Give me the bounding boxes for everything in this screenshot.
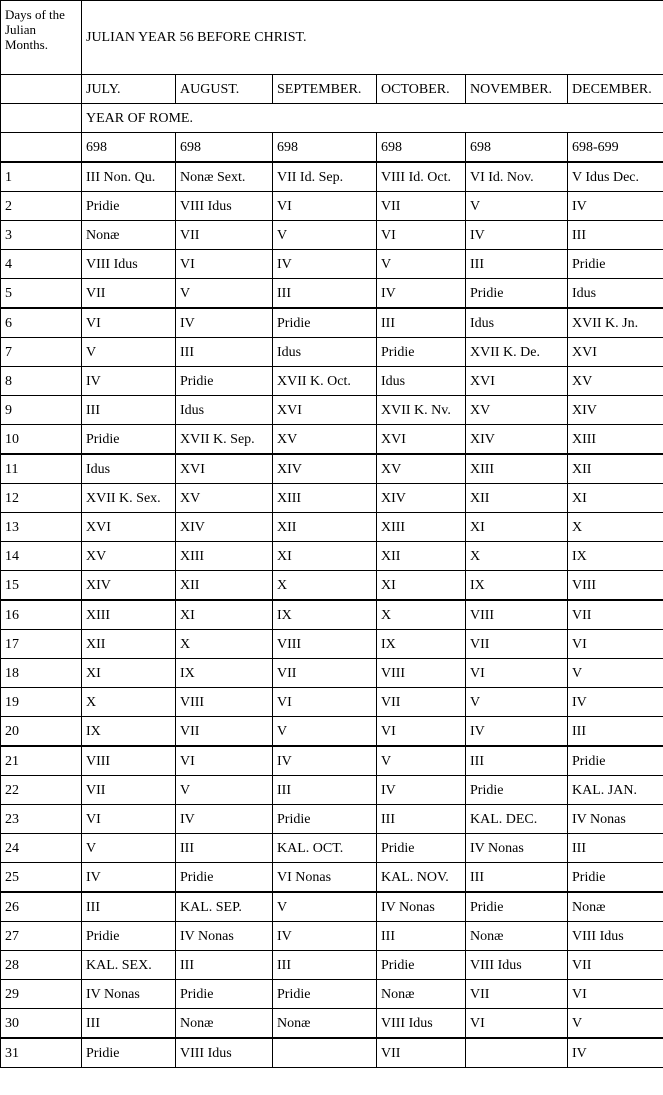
rome-label-blank	[1, 104, 82, 133]
cell-december: IV	[568, 1038, 663, 1068]
cell-december: V	[568, 659, 663, 688]
cell-october: IV Nonas	[377, 892, 466, 922]
cell-july: XI	[82, 659, 176, 688]
table-row	[1, 630, 663, 659]
cell-july: IV	[82, 863, 176, 893]
month-header-august: AUGUST.	[176, 75, 273, 104]
cell-july: Nonæ	[82, 221, 176, 250]
cell-september: Pridie	[273, 805, 377, 834]
cell-october: Pridie	[377, 834, 466, 863]
day-number: 1	[1, 162, 82, 192]
day-number: 14	[1, 542, 82, 571]
cell-july: IX	[82, 717, 176, 747]
cell-july: III	[82, 1009, 176, 1039]
cell-october: IV	[377, 279, 466, 309]
table-row	[1, 659, 663, 688]
day-number: 6	[1, 308, 82, 338]
cell-july: XIII	[82, 600, 176, 630]
cell-july: VIII Idus	[82, 250, 176, 279]
cell-august: VI	[176, 250, 273, 279]
cell-august: Nonæ Sext.	[176, 162, 273, 192]
cell-november: V	[466, 192, 568, 221]
table-row	[1, 600, 663, 630]
day-number: 25	[1, 863, 82, 893]
cell-november: VIII	[466, 600, 568, 630]
cell-november: Pridie	[466, 776, 568, 805]
cell-september: V	[273, 892, 377, 922]
cell-november: VI	[466, 659, 568, 688]
cell-august: XVI	[176, 454, 273, 484]
cell-november: KAL. DEC.	[466, 805, 568, 834]
cell-september: III	[273, 776, 377, 805]
day-number: 29	[1, 980, 82, 1009]
cell-october: XIV	[377, 484, 466, 513]
cell-september: Pridie	[273, 308, 377, 338]
cell-december: III	[568, 834, 663, 863]
cell-august: Pridie	[176, 367, 273, 396]
cell-november: VI Id. Nov.	[466, 162, 568, 192]
cell-november: VIII Idus	[466, 951, 568, 980]
cell-october: VIII Id. Oct.	[377, 162, 466, 192]
day-number: 19	[1, 688, 82, 717]
cell-november: V	[466, 688, 568, 717]
table-title: JULIAN YEAR 56 BEFORE CHRIST.	[82, 1, 663, 75]
cell-november: VII	[466, 630, 568, 659]
cell-november: IV Nonas	[466, 834, 568, 863]
cell-october: KAL. NOV.	[377, 863, 466, 893]
cell-september: VI Nonas	[273, 863, 377, 893]
cell-august: KAL. SEP.	[176, 892, 273, 922]
rome-years-blank	[1, 133, 82, 163]
day-number: 17	[1, 630, 82, 659]
month-header-november: NOVEMBER.	[466, 75, 568, 104]
cell-december: XVII K. Jn.	[568, 308, 663, 338]
cell-november: VI	[466, 1009, 568, 1039]
cell-october: IX	[377, 630, 466, 659]
cell-december: IV	[568, 192, 663, 221]
cell-july: X	[82, 688, 176, 717]
cell-august: VII	[176, 221, 273, 250]
table-row	[1, 279, 663, 309]
cell-september: Nonæ	[273, 1009, 377, 1039]
cell-september: VIII	[273, 630, 377, 659]
month-header-september: SEPTEMBER.	[273, 75, 377, 104]
cell-november: IV	[466, 717, 568, 747]
cell-december: KAL. JAN.	[568, 776, 663, 805]
month-header-row	[1, 75, 663, 104]
day-number: 10	[1, 425, 82, 455]
cell-september: III	[273, 279, 377, 309]
cell-september: IV	[273, 746, 377, 776]
rome-year-october: 698	[377, 133, 466, 163]
cell-august: XII	[176, 571, 273, 601]
cell-october: XVI	[377, 425, 466, 455]
cell-november: VII	[466, 980, 568, 1009]
cell-september: V	[273, 717, 377, 747]
cell-november: Idus	[466, 308, 568, 338]
cell-october: V	[377, 250, 466, 279]
table-row	[1, 308, 663, 338]
cell-november: XV	[466, 396, 568, 425]
cell-september: V	[273, 221, 377, 250]
cell-july: III	[82, 396, 176, 425]
cell-december: XIV	[568, 396, 663, 425]
cell-july: VIII	[82, 746, 176, 776]
table-row	[1, 542, 663, 571]
cell-september: Idus	[273, 338, 377, 367]
table-row	[1, 396, 663, 425]
cell-july: Pridie	[82, 192, 176, 221]
cell-august: IV Nonas	[176, 922, 273, 951]
rome-year-december: 698-699	[568, 133, 663, 163]
day-number: 20	[1, 717, 82, 747]
cell-december: IX	[568, 542, 663, 571]
cell-july: III Non. Qu.	[82, 162, 176, 192]
cell-august: X	[176, 630, 273, 659]
cell-october: IV	[377, 776, 466, 805]
cell-september: XIII	[273, 484, 377, 513]
cell-december: VII	[568, 951, 663, 980]
day-number: 2	[1, 192, 82, 221]
cell-october: X	[377, 600, 466, 630]
cell-november: Nonæ	[466, 922, 568, 951]
table-row	[1, 922, 663, 951]
day-number: 21	[1, 746, 82, 776]
cell-august: VIII Idus	[176, 1038, 273, 1068]
table-row	[1, 484, 663, 513]
cell-october: VI	[377, 221, 466, 250]
cell-december: VIII	[568, 571, 663, 601]
cell-july: XII	[82, 630, 176, 659]
month-header-july: JULY.	[82, 75, 176, 104]
cell-september: X	[273, 571, 377, 601]
cell-september: XVI	[273, 396, 377, 425]
cell-august: Pridie	[176, 863, 273, 893]
cell-july: XVI	[82, 513, 176, 542]
day-number: 24	[1, 834, 82, 863]
rome-year-november: 698	[466, 133, 568, 163]
cell-october: Pridie	[377, 951, 466, 980]
cell-november: XIII	[466, 454, 568, 484]
day-number: 31	[1, 1038, 82, 1068]
cell-august: XIII	[176, 542, 273, 571]
cell-september: VII	[273, 659, 377, 688]
cell-september: KAL. OCT.	[273, 834, 377, 863]
cell-december: VI	[568, 980, 663, 1009]
day-number: 23	[1, 805, 82, 834]
rome-label-row	[1, 104, 663, 133]
cell-november: III	[466, 863, 568, 893]
cell-october: XIII	[377, 513, 466, 542]
cell-september: IV	[273, 922, 377, 951]
cell-august: IV	[176, 308, 273, 338]
table-row	[1, 513, 663, 542]
cell-december: V	[568, 1009, 663, 1039]
month-header-october: OCTOBER.	[377, 75, 466, 104]
cell-july: Pridie	[82, 922, 176, 951]
cell-november: XI	[466, 513, 568, 542]
days-column-header: Days of the Julian Months.	[1, 1, 82, 75]
day-number: 11	[1, 454, 82, 484]
cell-july: V	[82, 834, 176, 863]
day-number: 13	[1, 513, 82, 542]
cell-december: Pridie	[568, 250, 663, 279]
cell-october: III	[377, 922, 466, 951]
table-row	[1, 951, 663, 980]
day-number: 26	[1, 892, 82, 922]
cell-july: KAL. SEX.	[82, 951, 176, 980]
table-row	[1, 250, 663, 279]
cell-july: IV Nonas	[82, 980, 176, 1009]
cell-august: XVII K. Sep.	[176, 425, 273, 455]
table-row	[1, 425, 663, 455]
cell-december: XVI	[568, 338, 663, 367]
cell-september: VII Id. Sep.	[273, 162, 377, 192]
cell-october: III	[377, 805, 466, 834]
cell-september	[273, 1038, 377, 1068]
table-row	[1, 863, 663, 893]
cell-december: XI	[568, 484, 663, 513]
day-number: 15	[1, 571, 82, 601]
cell-september: XVII K. Oct.	[273, 367, 377, 396]
day-number: 30	[1, 1009, 82, 1039]
cell-august: XI	[176, 600, 273, 630]
rome-year-august: 698	[176, 133, 273, 163]
table-row	[1, 454, 663, 484]
rome-year-july: 698	[82, 133, 176, 163]
table-row	[1, 688, 663, 717]
day-number: 27	[1, 922, 82, 951]
cell-november: XVI	[466, 367, 568, 396]
cell-august: V	[176, 279, 273, 309]
cell-december: IV	[568, 688, 663, 717]
rome-year-september: 698	[273, 133, 377, 163]
table-row	[1, 338, 663, 367]
table-row	[1, 980, 663, 1009]
table-row	[1, 892, 663, 922]
cell-october: VIII Idus	[377, 1009, 466, 1039]
cell-august: III	[176, 951, 273, 980]
cell-november: III	[466, 250, 568, 279]
cell-october: VII	[377, 192, 466, 221]
cell-july: XV	[82, 542, 176, 571]
cell-october: VI	[377, 717, 466, 747]
cell-september: XII	[273, 513, 377, 542]
cell-october: V	[377, 746, 466, 776]
cell-december: Pridie	[568, 863, 663, 893]
table-row	[1, 1038, 663, 1068]
day-number: 22	[1, 776, 82, 805]
cell-august: VII	[176, 717, 273, 747]
cell-december: XIII	[568, 425, 663, 455]
cell-august: Pridie	[176, 980, 273, 1009]
cell-october: XI	[377, 571, 466, 601]
cell-august: Idus	[176, 396, 273, 425]
cell-november: Pridie	[466, 892, 568, 922]
cell-october: Pridie	[377, 338, 466, 367]
cell-august: VIII Idus	[176, 192, 273, 221]
cell-august: VI	[176, 746, 273, 776]
cell-august: IV	[176, 805, 273, 834]
table-row	[1, 367, 663, 396]
day-number: 3	[1, 221, 82, 250]
cell-july: VI	[82, 308, 176, 338]
cell-october: VIII	[377, 659, 466, 688]
table-row	[1, 717, 663, 747]
cell-july: Pridie	[82, 1038, 176, 1068]
table-row	[1, 776, 663, 805]
cell-july: VII	[82, 776, 176, 805]
cell-august: IX	[176, 659, 273, 688]
day-number: 4	[1, 250, 82, 279]
cell-december: III	[568, 717, 663, 747]
cell-december: Idus	[568, 279, 663, 309]
cell-september: IX	[273, 600, 377, 630]
cell-september: Pridie	[273, 980, 377, 1009]
cell-november: XIV	[466, 425, 568, 455]
cell-december: III	[568, 221, 663, 250]
cell-august: III	[176, 834, 273, 863]
table-row	[1, 162, 663, 192]
cell-july: V	[82, 338, 176, 367]
cell-december: X	[568, 513, 663, 542]
cell-december: VIII Idus	[568, 922, 663, 951]
day-number: 8	[1, 367, 82, 396]
day-number: 18	[1, 659, 82, 688]
cell-july: Pridie	[82, 425, 176, 455]
cell-november: IV	[466, 221, 568, 250]
cell-october: Nonæ	[377, 980, 466, 1009]
month-header-blank	[1, 75, 82, 104]
day-number: 7	[1, 338, 82, 367]
cell-july: VII	[82, 279, 176, 309]
cell-october: VII	[377, 1038, 466, 1068]
cell-december: VII	[568, 600, 663, 630]
cell-october: XVII K. Nv.	[377, 396, 466, 425]
cell-july: III	[82, 892, 176, 922]
cell-november: XVII K. De.	[466, 338, 568, 367]
cell-august: Nonæ	[176, 1009, 273, 1039]
cell-august: III	[176, 338, 273, 367]
cell-october: Idus	[377, 367, 466, 396]
cell-november: XII	[466, 484, 568, 513]
cell-november: X	[466, 542, 568, 571]
cell-august: V	[176, 776, 273, 805]
cell-july: XIV	[82, 571, 176, 601]
cell-december: V Idus Dec.	[568, 162, 663, 192]
cell-september: XV	[273, 425, 377, 455]
cell-november: IX	[466, 571, 568, 601]
cell-october: III	[377, 308, 466, 338]
day-number: 28	[1, 951, 82, 980]
table-row	[1, 805, 663, 834]
title-row	[1, 1, 663, 75]
cell-september: III	[273, 951, 377, 980]
cell-july: IV	[82, 367, 176, 396]
cell-august: VIII	[176, 688, 273, 717]
cell-december: Nonæ	[568, 892, 663, 922]
cell-november: III	[466, 746, 568, 776]
cell-july: VI	[82, 805, 176, 834]
rome-years-row	[1, 133, 663, 163]
table-row	[1, 746, 663, 776]
cell-december: XV	[568, 367, 663, 396]
cell-september: VI	[273, 688, 377, 717]
table-row	[1, 571, 663, 601]
cell-december: VI	[568, 630, 663, 659]
cell-september: XI	[273, 542, 377, 571]
month-header-december: DECEMBER.	[568, 75, 663, 104]
cell-december: XII	[568, 454, 663, 484]
day-number: 9	[1, 396, 82, 425]
cell-july: XVII K. Sex.	[82, 484, 176, 513]
rome-year-label: YEAR OF ROME.	[82, 104, 663, 133]
cell-november	[466, 1038, 568, 1068]
cell-october: XII	[377, 542, 466, 571]
day-number: 12	[1, 484, 82, 513]
cell-december: IV Nonas	[568, 805, 663, 834]
cell-october: VII	[377, 688, 466, 717]
table-row	[1, 834, 663, 863]
table-row	[1, 221, 663, 250]
table-row	[1, 1009, 663, 1039]
cell-november: Pridie	[466, 279, 568, 309]
cell-august: XV	[176, 484, 273, 513]
day-number: 16	[1, 600, 82, 630]
cell-october: XV	[377, 454, 466, 484]
cell-december: Pridie	[568, 746, 663, 776]
cell-august: XIV	[176, 513, 273, 542]
day-number: 5	[1, 279, 82, 309]
cell-september: VI	[273, 192, 377, 221]
cell-september: XIV	[273, 454, 377, 484]
cell-july: Idus	[82, 454, 176, 484]
table-row	[1, 192, 663, 221]
cell-september: IV	[273, 250, 377, 279]
